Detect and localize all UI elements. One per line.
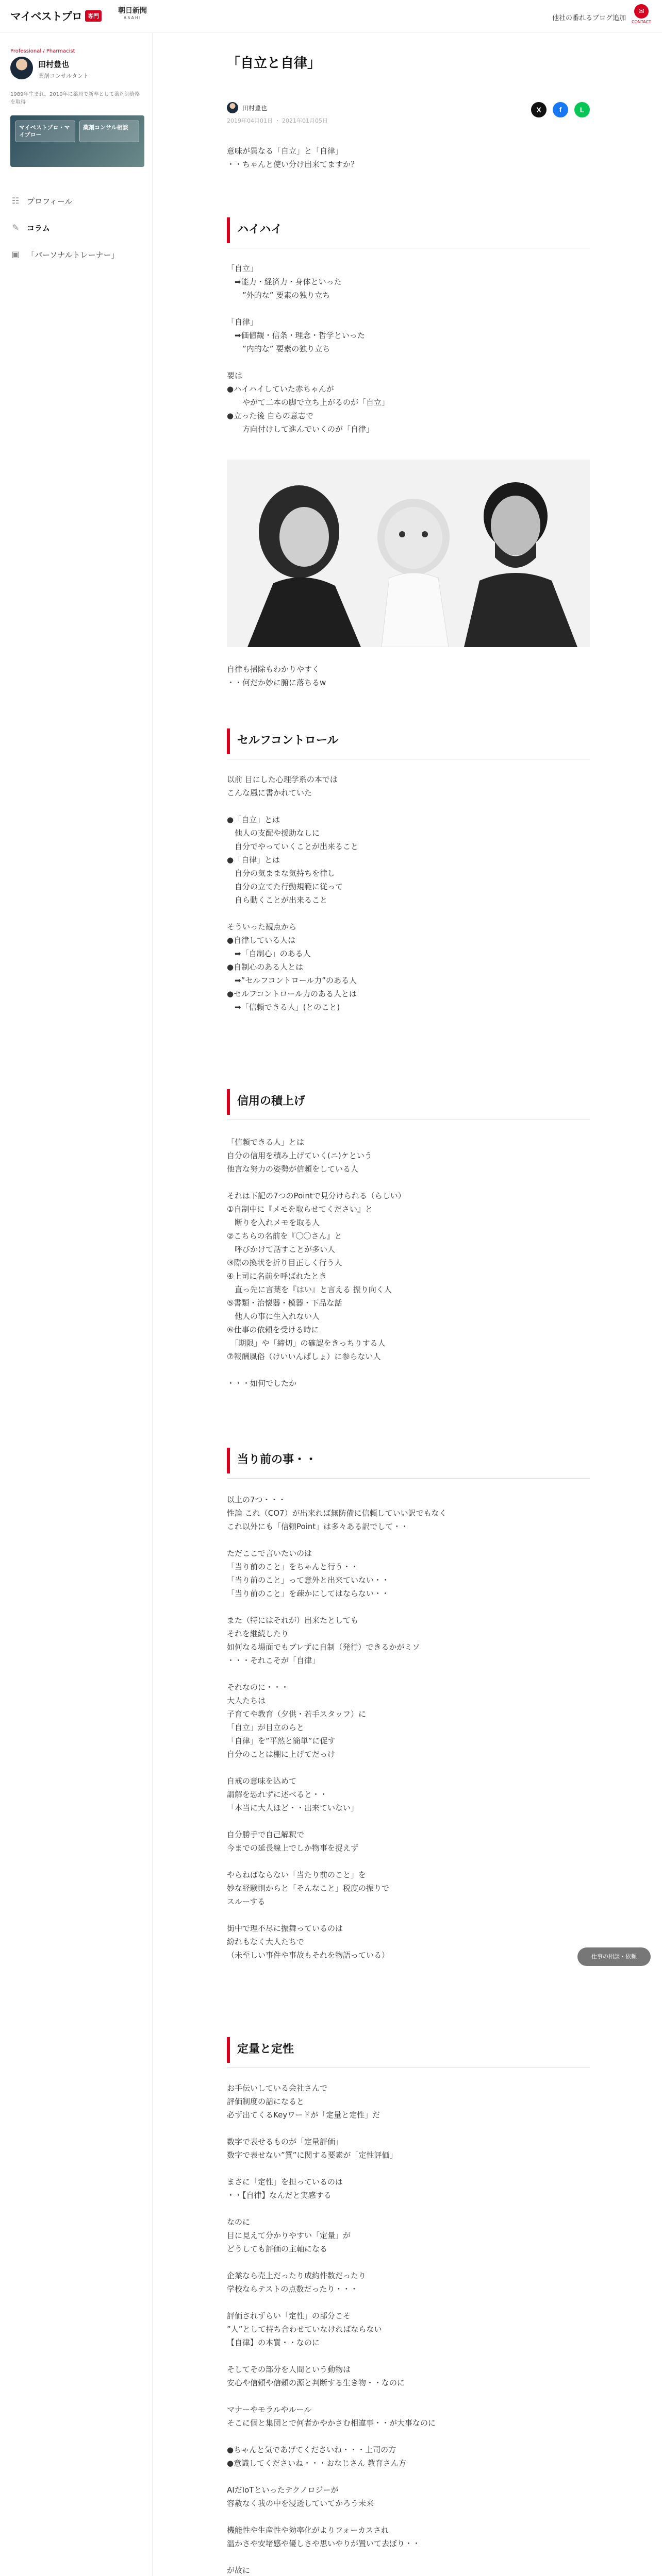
contact-button[interactable] xyxy=(631,4,652,29)
section-body: 「自立」 ➡能力・経済力・身体といった ”外的な” 要素の独り立ち 「自律」 ➡価値観・信条・理念・哲学といった ”内的な” 要素の独り立ち 要は ●ハイハイしていた赤ちゃんが やがて二本の脚で立ち上がるのが「自立」 ●立った後 自らの意志で 方向付けして進んでいくのが「自律」 xyxy=(227,264,390,434)
consult-button[interactable]: 仕事の相談・依頼 xyxy=(577,1947,651,1966)
sidebar-eyebrow: Professional / Pharmacist xyxy=(10,48,75,54)
share-buttons xyxy=(531,102,590,117)
sidebar-item-profile[interactable] xyxy=(10,188,144,214)
logo-badge: 専門 xyxy=(85,10,102,22)
sidebar-item-label: コラム xyxy=(27,223,50,233)
author-name: 田村豊也 xyxy=(242,104,268,112)
site-logo[interactable] xyxy=(10,8,102,24)
line-share-icon[interactable]: L xyxy=(574,102,590,117)
family-photo xyxy=(227,460,590,647)
facebook-share-icon[interactable]: f xyxy=(553,102,568,117)
partner-logo-sub: ASAHI xyxy=(123,15,142,20)
site-header xyxy=(0,0,662,33)
section-heading: 信用の積上げ xyxy=(227,1089,590,1115)
section-body: 「信頼できる人」とは 自分の信用を積み上げていく(ニ)ケという 他言な努力の姿勢が信頼をしている人 それは下記の7つのPointで見分けられる（らしい） ①自制中に『メモを取らせてください』と 断りを入れメモを取る人 ②こちらの名前を『〇〇さん』と 呼びかけて話すことが多い人 ③際の換状を折り目正しく行う人 ④上司に名前を呼ばれたとき 直っ先に言葉を『はい』と言える 振り向く人 ⑤書類・治懐器・模器・下品な話 他人の事に生入れない人 ⑥仕事の依頼を受ける時に 「期限」や「締切」の確認をきっちりする人 ⑦報酬風俗（けいいんぱしょ）に参らない人 ・・・如何でしたか xyxy=(227,1138,406,1388)
section-heading: 当り前の事・・ xyxy=(227,1448,590,1473)
banner-button-2[interactable]: 薬剤コンサル相談 xyxy=(79,121,139,142)
sidebar-item-label: プロフィール xyxy=(27,196,73,206)
logo-text: マイベストプロ xyxy=(10,11,82,23)
header-link[interactable]: 他社の番れるブログ追加 xyxy=(552,14,626,22)
sidebar-item-label: 「パーソナルトレーナー」 xyxy=(27,250,119,260)
article-intro: 意味が異なる「自立」と「自律」 ・・ちゃんと使い分け出来てますか？ xyxy=(227,146,359,169)
sidebar-banner xyxy=(10,115,144,167)
sidebar xyxy=(0,33,153,2576)
sidebar-role: 薬剤コンサルタント xyxy=(38,73,89,79)
avatar xyxy=(227,102,238,113)
section-heading: 定量と定性 xyxy=(227,2037,590,2063)
section-body: 以前 目にした心理学系の本では こんな風に書かれていた ●「自立」とは 他人の支配や援助なしに 自分でやっていくことが出来ること ●「自律」とは 自分の気ままな気持ちを律し 自分の立てた行動規範に従って 自ら動くことが出来ること そういった観点から ●自律している人は ➡「自制心」のある人 ●自制心のある人とは ➡”セルフコントロール力”のある人 ●セルフコントロール力のある人とは ➡「信頼できる人」(とのこと) xyxy=(227,775,359,1012)
partner-logo[interactable] xyxy=(112,7,153,20)
banner-button-1[interactable]: マイベストプロ・マイプロー xyxy=(15,121,75,142)
contact-label: CONTACT xyxy=(632,20,651,24)
section-heading: セルフコントロール xyxy=(227,728,590,754)
article-dates: 2019年04月01日 ・ 2021年01月05日 xyxy=(227,117,328,124)
avatar xyxy=(10,57,33,79)
page-title: 「自立と自律」 xyxy=(227,56,321,71)
section-body-after-photo: 自律も掃除もわかりやすく ・・何だか妙に腑に落ちるw xyxy=(227,665,326,687)
profile-icon: ☷ xyxy=(11,196,20,206)
sidebar-item-trainer[interactable] xyxy=(10,241,144,268)
section-body: お手伝いしている会社さんで 評価制度の話になると 必ず出てくるKeyワードが「定量と定性」だ 数字で表せるものが「定量評価」 数字で表せない”質”に関する要素が「定性評価」 まさに「定性」を担っているのは ・・【自律】なんだと実感する なのに 目に見えて分かりやすい「定量」が どうしても評価の主軸になる 企業なら売上だったり成約件数だったり 学校ならテストの点数だったり・・・ 評価されずらい「定性」の部分こそ ”人”として持ち合わせていなければならない 【自律】の本質・・なのに そしてその部分を人間という動物は 安心や信頼や信頼の源と判断する生き物・・なのに マナーやモラルやルール そこに個と集団とで何者かやかさむ相違事・・が大事なのに ●ちゃんと気であげてくださいね・・・上司の方 ●意識してくださいね・・・おなじさん 教育さん方 AIだIoTといったテクノロジーが 容赦なく我の中を浸透していてかろう未来 機能性や生産性や効率化がよりフォーカスされ 温かさや安堵感や優しさや思いやりが置いて去ぼり・・ が故に xyxy=(227,2083,436,2575)
sidebar-nav xyxy=(10,188,144,268)
author-row[interactable] xyxy=(227,102,267,113)
section-body: 以上の7つ・・・ 性論 これ（CO7）が出来れば無防備に信頼していい訳でもなく これ以外にも「信頼Point」は多々ある訳でして・・ ただここで言いたいのは 「当り前のこと」をちゃんと行う・・ 「当り前のこと」って意外と出来ていない・・ 「当り前のこと」を疎かにしてはならない・・ また（特にはそれが）出来たとしても それを継続したり 如何なる場面でもブレずに自制（発行）できるかがミソ ・・・それこそが「自律」 それなのに・・・ 大人たちは 子育てや教育（夕供・若手スタッフ）に 「自立」が目立のらと 「自律」を”平然と簡単”に促す 自分のことは棚に上げてだっけ 自戒の意味を込めて 謂解を恐れずに述べると・・ 「本当に大人ほど・・出来ていない」 自分勝手で自己解釈で 今までの延長線上でしか物事を捉えず やらねばならない「当たり前のこと」を 妙な経験則からと「そんなこと」税度の振りで スルーする 街中で理不尽に振舞っているのは 紛れもなく大人たちで （未至しい事件や事故もそれを物語っている） xyxy=(227,1495,447,1960)
pen-icon: ✎ xyxy=(12,223,19,232)
book-icon: ▣ xyxy=(11,249,20,259)
mail-icon: ✉ xyxy=(634,4,649,19)
sidebar-description: 1989年生まれ。2010年に薬局で新卒として薬剤師資格を取得 xyxy=(10,92,140,105)
x-share-icon[interactable]: X xyxy=(531,102,547,117)
sidebar-name: 田村豊也 xyxy=(38,60,70,69)
sidebar-item-column[interactable] xyxy=(10,214,144,241)
partner-logo-main: 朝日新聞 xyxy=(118,7,147,15)
section-heading: ハイハイ xyxy=(227,217,590,243)
sidebar-profile[interactable] xyxy=(10,57,89,80)
